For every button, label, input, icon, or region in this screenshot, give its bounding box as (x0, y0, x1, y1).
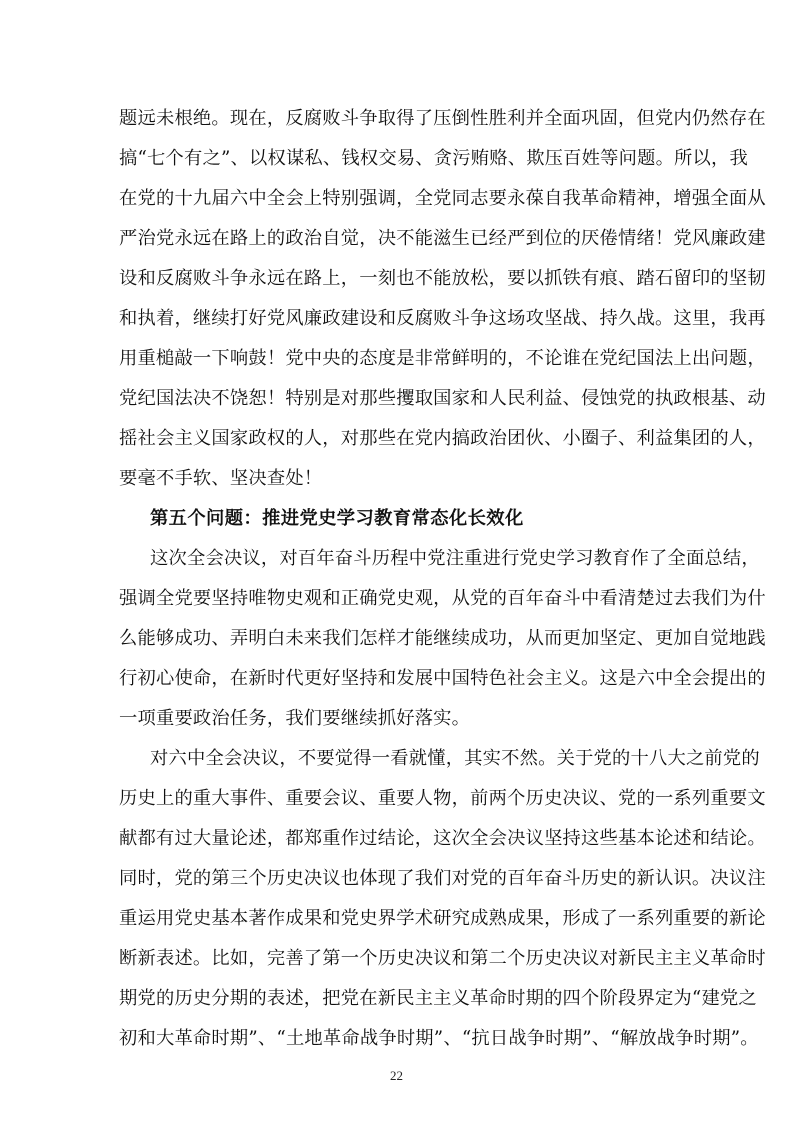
body-text-line: 历史上的重大事件、重要会议、重要人物，前两个历史决议、党的一系列重要文 (119, 788, 766, 809)
body-text-line: 同时，党的第三个历史决议也体现了我们对党的百年奋斗历史的新认识。决议注 (119, 868, 766, 889)
body-text-line: 在党的十九届六中全会上特别强调，全党同志要永葆自我革命精神，增强全面从 (119, 188, 766, 209)
body-text-line: 么能够成功、弄明白未来我们怎样才能继续成功，从而更加坚定、更加自觉地践 (119, 628, 766, 649)
body-text-line: 重运用党史基本著作成果和党史界学术研究成熟成果，形成了一系列重要的新论 (119, 908, 766, 929)
section-heading: 第五个问题：推进党史学习教育常态化长效化 (150, 508, 524, 529)
body-text-line: 严治党永远在路上的政治自觉，决不能滋生已经严到位的厌倦情绪！党风廉政建 (119, 228, 766, 249)
body-text-line: 献都有过大量论述，都郑重作过结论，这次全会决议坚持这些基本论述和结论。 (119, 828, 766, 849)
body-text-line: 期党的历史分期的表述，把党在新民主主义革命时期的四个阶段界定为“建党之 (119, 988, 757, 1009)
body-text-line: 党纪国法决不饶恕！特别是对那些攫取国家和人民利益、侵蚀党的执政根基、动 (119, 388, 766, 409)
body-text-line: 和执着，继续打好党风廉政建设和反腐败斗争这场攻坚战、持久战。这里，我再 (119, 308, 766, 329)
body-text-line: 设和反腐败斗争永远在路上，一刻也不能放松，要以抓铁有痕、踏石留印的坚韧 (119, 268, 766, 289)
body-text-line: 一项重要政治任务，我们要继续抓好落实。 (119, 708, 471, 729)
page-number: 22 (390, 1068, 403, 1083)
paragraph-first-line: 对六中全会决议，不要觉得一看就懂，其实不然。关于党的十八大之前党的 (150, 748, 760, 769)
body-text-line: 用重槌敲一下响鼓！党中央的态度是非常鲜明的，不论谁在党纪国法上出问题， (119, 348, 766, 369)
paragraph-first-line: 这次全会决议，对百年奋斗历程中党注重进行党史学习教育作了全面总结， (150, 548, 760, 569)
body-text-line: 搞“七个有之”、以权谋私、钱权交易、贪污贿赂、欺压百姓等问题。所以，我 (119, 148, 748, 169)
body-text-line: 断新表述。比如，完善了第一个历史决议和第二个历史决议对新民主主义革命时 (119, 948, 766, 969)
body-text-line: 初和大革命时期”、“土地革命战争时期”、“抗日战争时期”、“解放战争时期”。 (119, 1028, 759, 1049)
body-text-line: 摇社会主义国家政权的人，对那些在党内搞政治团伙、小圈子、利益集团的人， (119, 428, 766, 449)
body-text-line: 题远未根绝。现在，反腐败斗争取得了压倒性胜利并全面巩固，但党内仍然存在 (119, 108, 766, 129)
body-text-line: 行初心使命，在新时代更好坚持和发展中国特色社会主义。这是六中全会提出的 (119, 668, 766, 689)
body-text-line: 强调全党要坚持唯物史观和正确党史观，从党的百年奋斗中看清楚过去我们为什 (119, 588, 766, 609)
body-text-line: 要毫不手软、坚决查处！ (119, 468, 323, 489)
